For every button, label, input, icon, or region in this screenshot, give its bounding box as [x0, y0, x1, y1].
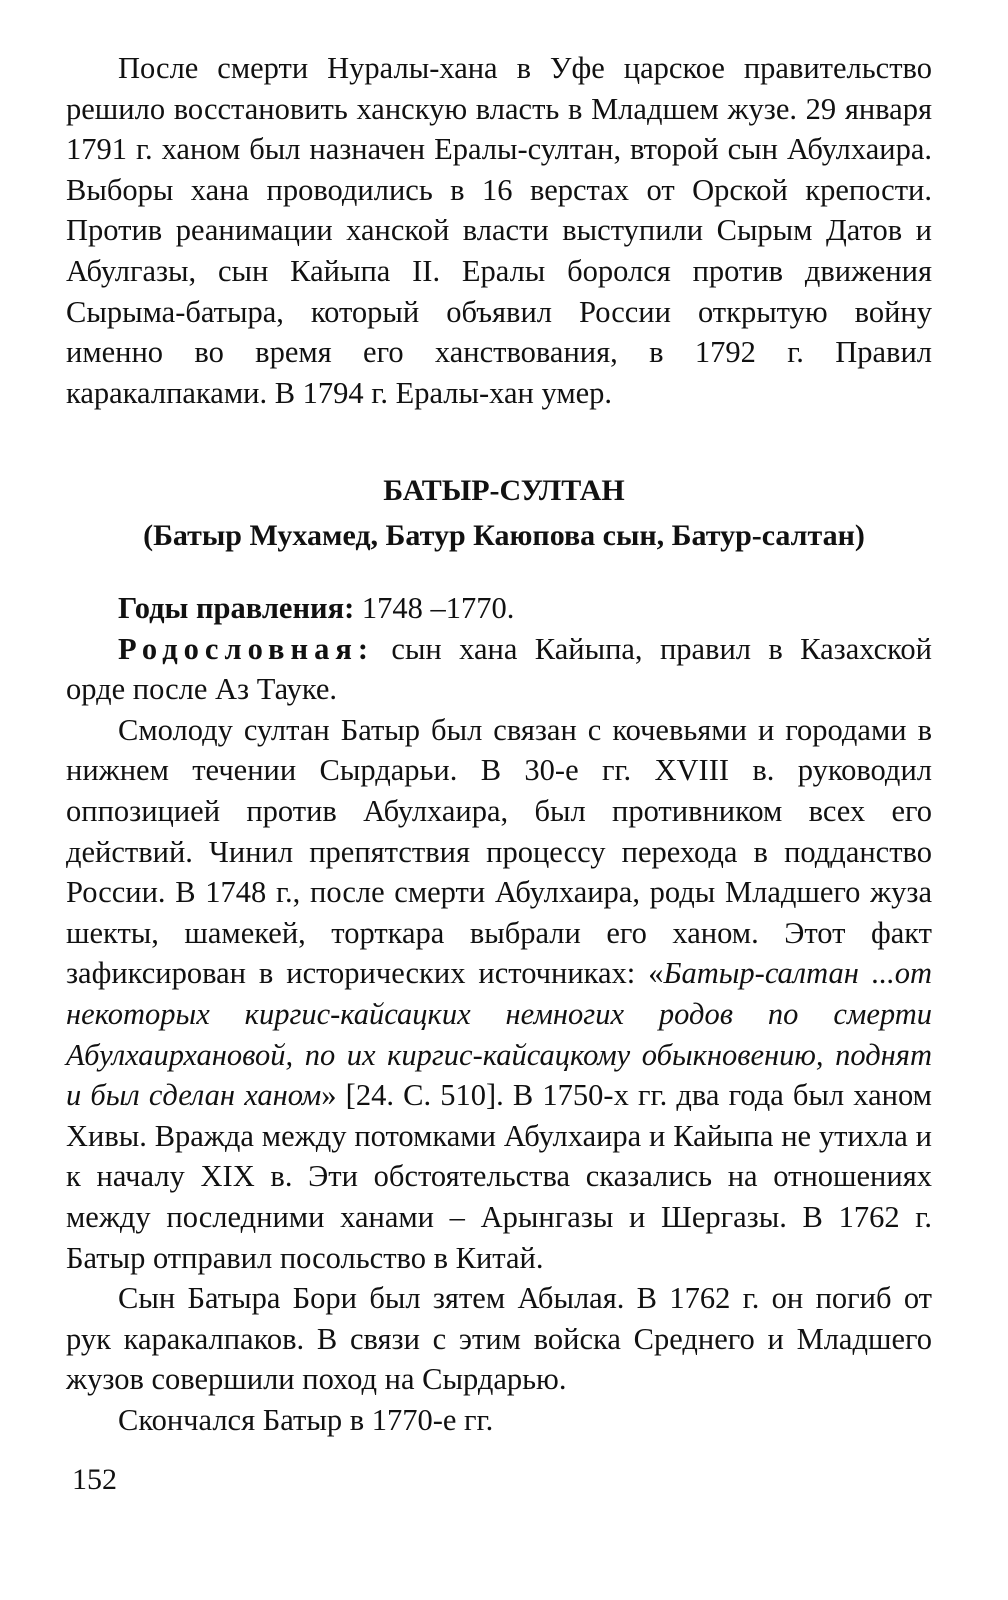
reign-line — [66, 588, 932, 629]
section-title: БАТЫР-СУЛТАН — [383, 474, 625, 507]
page-number: 152 — [72, 1463, 117, 1496]
intro-paragraph: После смерти Нуралы-хана в Уфе царское правительство решило восстановить ханскую власть в Младшем жузе. 29 января 1791 г. ханом был назначен Ералы-султан, второй сын Абулхаира. Выборы хана проводились в 16 верстах от Орской крепости. Против реанимации ханской власти выступили Сырым Датов и Абулгазы, сын Кайыпа II. Ералы боролся против движения Сырыма-батыра, который объявил России открытую войну именно во время его ханствования, в 1792 г. Правил каракалпаками. В 1794 г. Ералы-хан умер. — [66, 51, 932, 410]
section-body — [66, 588, 932, 1440]
genealogy-line — [66, 629, 932, 710]
paragraph-2: Сын Батыра Бори был зятем Абылая. В 1762 г. он погиб от рук каракалпаков. В связи с этим войска Среднего и Младшего жузов совершили поход на Сырдарью. — [66, 1281, 932, 1397]
section-subtitle: (Батыр Мухамед, Батур Каюпова сын, Батур-салтан) — [143, 519, 865, 552]
reign-value: 1748 –1770. — [354, 591, 515, 625]
paragraph-3: Скончался Батыр в 1770-е гг. — [118, 1402, 494, 1437]
paragraph-1-end: » [24. С. 510]. В 1750-х гг. два года был ханом Хивы. Вражда между потомками Абулхаира и Кайыпа не утихла и к началу XIX в. Эти обстоятельства сказались на отношениях между последними ханами – Арынгазы и Шергазы. В 1762 г. Батыр отправил посольство в Китай. — [66, 1078, 932, 1275]
intro-block — [66, 48, 932, 413]
paragraph-1-start: Смолоду султан Батыр был связан с кочевьями и городами в нижнем течении Сырдарьи. В 30-е гг. XVIII в. руководил оппозицией против Абулхаира, был противником всех его действий. Чинил препятствия процессу перехода в подданство России. В 1748 г., после смерти Абулхаира, роды Младшего жуза шекты, шамекей, торткара выбрали его ханом. Этот факт зафиксирован в исторических источниках: « — [66, 712, 932, 991]
historical-quote: Батыр-салтан ...от некоторых киргис-кайсацких немногих родов по смерти Абулхаирхановой, по их киргис-кайсацкому обыкновению, поднят и был сделан ханом — [66, 956, 933, 1113]
genealogy-label: Родословная: — [118, 631, 375, 666]
genealogy-value: сын хана Кайыпа, правил в Казахской орде после Аз Тауке. — [66, 631, 932, 707]
paragraph-1 — [66, 710, 932, 1278]
reign-label: Годы правления: — [118, 591, 355, 625]
